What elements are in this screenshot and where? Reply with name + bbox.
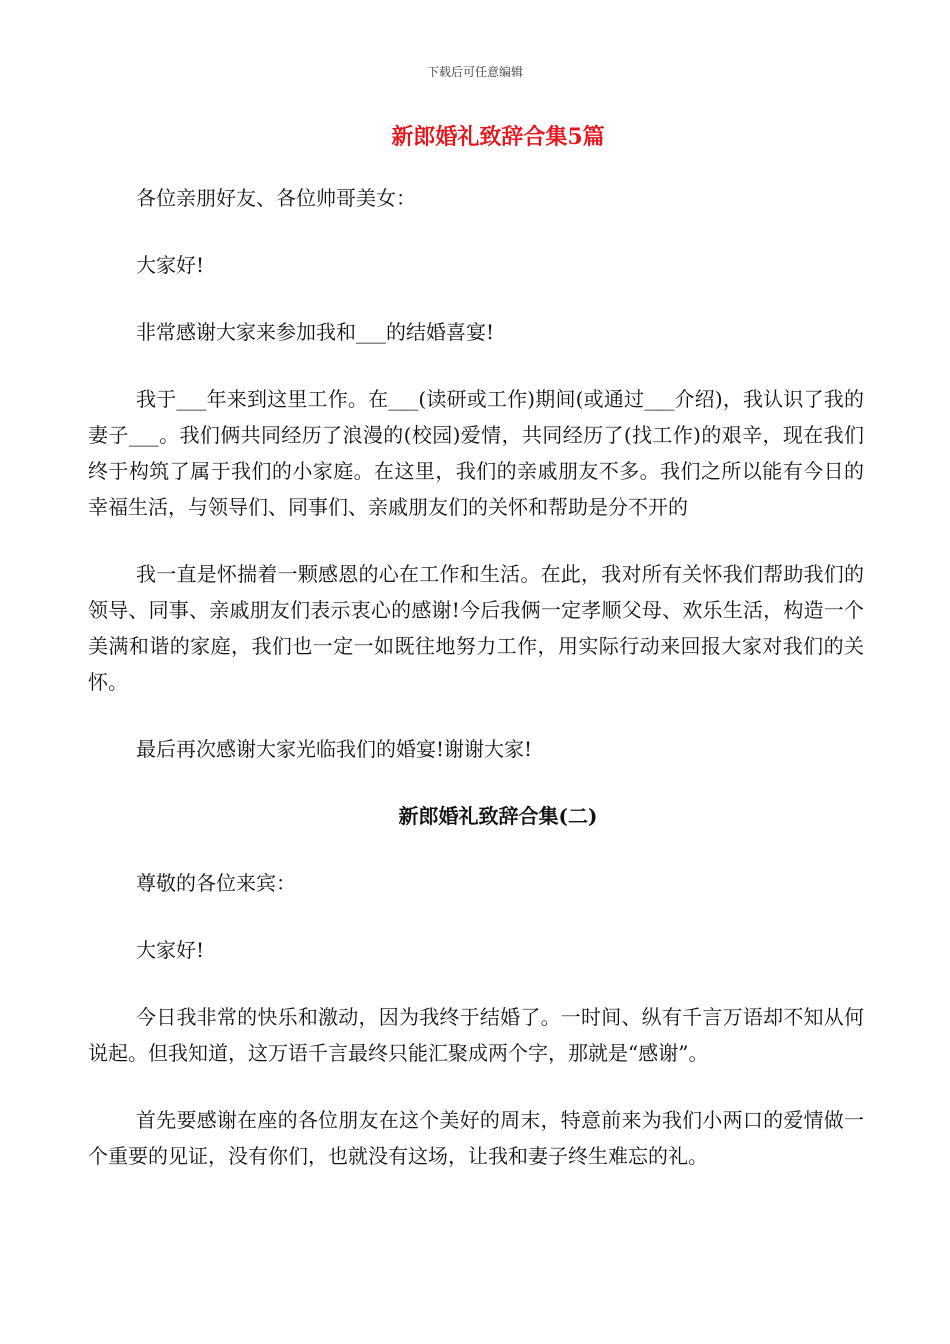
paragraph: 最后再次感谢大家光临我们的婚宴!谢谢大家! bbox=[136, 737, 533, 761]
paragraph: 我于___年来到这里工作。在___(读研或工作)期间(或通过___介绍)，我认识了我的妻子___。我们俩共同经历了浪漫的(校园)爱情，共同经历了(找工作)的艰辛，现在我们终于构筑了属于我们的小家庭。在这里，我们的亲戚朋友不多。我们之所以能有今日的幸福生活，与领导们、同事们、亲戚朋友们的关怀和帮助是分不开的 bbox=[88, 387, 864, 519]
paragraph: 尊敬的各位来宾： bbox=[136, 871, 296, 895]
paragraph: 大家好! bbox=[136, 253, 205, 277]
paragraph: 首先要感谢在座的各位朋友在这个美好的周末，特意前来为我们小两口的爱情做一个重要的见证，没有你们，也就没有这场，让我和妻子终生难忘的礼。 bbox=[88, 1108, 864, 1168]
section-heading: 新郎婚礼致辞合集(二) bbox=[398, 804, 598, 828]
paragraph: 大家好! bbox=[136, 938, 205, 962]
paragraph: 我一直是怀揣着一颗感恩的心在工作和生活。在此，我对所有关怀我们帮助我们的领导、同事、亲戚朋友们表示衷心的感谢!今后我俩一定孝顺父母、欢乐生活，构造一个美满和谐的家庭，我们也一定一如既往地努力工作，用实际行动来回报大家对我们的关怀。 bbox=[88, 562, 864, 694]
paragraph: 今日我非常的快乐和激动，因为我终于结婚了。一时间、纵有千言万语却不知从何说起。但我知道，这万语千言最终只能汇聚成两个字，那就是“感谢”。 bbox=[88, 1005, 864, 1065]
paragraph: 各位亲朋好友、各位帅哥美女： bbox=[136, 186, 416, 210]
paragraph: 非常感谢大家来参加我和___的结婚喜宴! bbox=[136, 320, 495, 344]
header-note: 下载后可任意编辑 bbox=[426, 65, 523, 79]
document-body bbox=[88, 180, 864, 1205]
document-title: 新郎婚礼致辞合集5篇 bbox=[391, 124, 605, 150]
